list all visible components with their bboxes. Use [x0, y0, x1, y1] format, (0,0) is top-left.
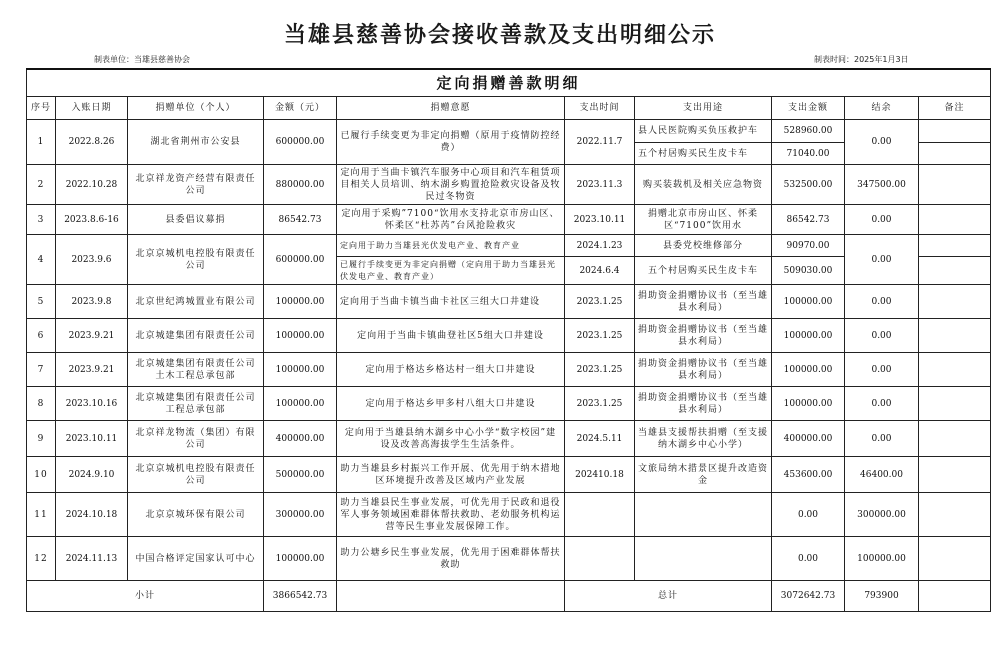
row-amount: 100000.00: [264, 537, 337, 581]
section-title: 定向捐赠善款明细: [27, 69, 991, 97]
row-date: 2022.8.26: [56, 120, 128, 165]
total-balance: 793900: [845, 581, 919, 612]
row-amount: 300000.00: [264, 493, 337, 537]
row-expense-purpose: [635, 493, 772, 537]
table-row: [27, 205, 991, 235]
row-date: 2024.10.18: [56, 493, 128, 537]
row-donor: 北京京城环保有限公司: [128, 493, 264, 537]
prepared-date: 制表时间：2025年1月3日: [814, 55, 909, 64]
table-row: [27, 319, 991, 353]
row-intent: 定向用于当曲卡镇曲登社区5组大口井建设: [337, 319, 565, 353]
row-note: [919, 143, 991, 165]
row-expense-purpose: 购买装载机及相关应急物资: [635, 165, 772, 205]
row-expense-time: 2023.10.11: [565, 205, 635, 235]
row-no: 10: [27, 457, 56, 493]
row-expense-amount: 90970.00: [772, 235, 845, 257]
row-date: 2023.10.11: [56, 421, 128, 457]
header-date: 入账日期: [56, 97, 128, 120]
table-row: [27, 353, 991, 387]
row-note: [919, 457, 991, 493]
row-balance: 0.00: [845, 285, 919, 319]
row-amount: 100000.00: [264, 285, 337, 319]
row-amount: 600000.00: [264, 235, 337, 285]
row-donor: 北京城建集团有限责任公司: [128, 319, 264, 353]
row-note: [919, 387, 991, 421]
table-row: [27, 120, 991, 143]
row-donor: 北京京城机电控股有限责任公司: [128, 457, 264, 493]
row-no: 9: [27, 421, 56, 457]
row-expense-amount: 400000.00: [772, 421, 845, 457]
row-donor: 湖北省荆州市公安县: [128, 120, 264, 165]
row-balance: 46400.00: [845, 457, 919, 493]
row-expense-purpose: 捐助资金捐赠协议书（至当雄县水利局）: [635, 387, 772, 421]
table-row: [27, 165, 991, 205]
row-note: [919, 257, 991, 285]
row-intent: 定向用于格达乡格达村一组大口井建设: [337, 353, 565, 387]
row-note: [919, 285, 991, 319]
row-amount: 100000.00: [264, 387, 337, 421]
row-expense-purpose: 县委党校维修部分: [635, 235, 772, 257]
row-amount: 600000.00: [264, 120, 337, 165]
row-date: 2023.8.6-16: [56, 205, 128, 235]
row-expense-purpose: 捐助资金捐赠协议书（至当雄县水利局）: [635, 285, 772, 319]
row-donor: 北京城建集团有限责任公司土木工程总承包部: [128, 353, 264, 387]
row-expense-time: 2023.1.25: [565, 285, 635, 319]
row-intent: 定向用于当曲卡镇汽车服务中心项目和汽车租赁项目相关人员培训、纳木湖乡购置抢险救灾设备及牧民过冬物资: [337, 165, 565, 205]
row-intent: 定向用于采购”7100“饮用水支持北京市房山区、怀柔区“杜苏芮”台风抢险救灾: [337, 205, 565, 235]
row-amount: 880000.00: [264, 165, 337, 205]
subtotal-amount: 3866542.73: [264, 581, 337, 612]
table-row: [27, 537, 991, 581]
table-row: [27, 493, 991, 537]
row-expense-time: 2023.1.25: [565, 353, 635, 387]
row-intent: 助力公塘乡民生事业发展，优先用于困难群体帮扶救助: [337, 537, 565, 581]
table-row: [27, 235, 991, 257]
table-row: [27, 457, 991, 493]
row-expense-time: 2023.1.25: [565, 387, 635, 421]
row-expense-amount: 71040.00: [772, 143, 845, 165]
row-no: 7: [27, 353, 56, 387]
row-balance: 0.00: [845, 353, 919, 387]
row-no: 1: [27, 120, 56, 165]
row-expense-purpose: 文旅局纳木措景区提升改造资金: [635, 457, 772, 493]
header-no: 序号: [27, 97, 56, 120]
row-donor: 北京祥龙资产经营有限责任公司: [128, 165, 264, 205]
row-date: 2023.10.16: [56, 387, 128, 421]
row-date: 2023.9.8: [56, 285, 128, 319]
header-expense-amount: 支出金额: [772, 97, 845, 120]
row-date: 2023.9.21: [56, 319, 128, 353]
row-expense-purpose: 五个村居购买民生皮卡车: [635, 143, 772, 165]
table-row: [27, 285, 991, 319]
header-donor: 捐赠单位（个人）: [128, 97, 264, 120]
total-note: [919, 581, 991, 612]
table-row: [27, 421, 991, 457]
row-note: [919, 493, 991, 537]
row-intent: 助力当雄县民生事业发展，可优先用于民政和退役军人事务领域困难群体帮扶救助、老幼服务机构运营等民生事业发展保障工作。: [337, 493, 565, 537]
document-title: 当雄县慈善协会接收善款及支出明细公示: [283, 23, 716, 48]
row-donor: 中国合格评定国家认可中心: [128, 537, 264, 581]
row-expense-amount: 509030.00: [772, 257, 845, 285]
row-expense-amount: 100000.00: [772, 319, 845, 353]
row-expense-amount: 0.00: [772, 493, 845, 537]
row-expense-amount: 0.00: [772, 537, 845, 581]
row-donor: 北京京城机电控股有限责任公司: [128, 235, 264, 285]
row-expense-time: 2023.1.25: [565, 319, 635, 353]
row-expense-time: 202410.18: [565, 457, 635, 493]
header-amount: 金额（元）: [264, 97, 337, 120]
table-row: [27, 387, 991, 421]
row-donor: 北京世纪鸿城置业有限公司: [128, 285, 264, 319]
row-amount: 100000.00: [264, 353, 337, 387]
row-note: [919, 205, 991, 235]
row-balance: 100000.00: [845, 537, 919, 581]
row-no: 11: [27, 493, 56, 537]
donation-table: [26, 68, 991, 612]
row-date: 2024.9.10: [56, 457, 128, 493]
row-expense-amount: 100000.00: [772, 387, 845, 421]
row-balance: 347500.00: [845, 165, 919, 205]
row-note: [919, 235, 991, 257]
row-intent: 已履行手续变更为非定向捐赠（定向用于助力当雄县光伏发电产业、教育产业）: [337, 257, 565, 285]
row-expense-amount: 528960.00: [772, 120, 845, 143]
row-intent: 已履行手续变更为非定向捐赠（原用于疫情防控经费）: [337, 120, 565, 165]
row-expense-time: [565, 493, 635, 537]
row-expense-amount: 100000.00: [772, 353, 845, 387]
header-row: [27, 97, 991, 120]
header-expense-time: 支出时间: [565, 97, 635, 120]
row-balance: 0.00: [845, 319, 919, 353]
row-note: [919, 319, 991, 353]
row-note: [919, 353, 991, 387]
row-intent: 定向用于当曲卡镇当曲卡社区三组大口井建设: [337, 285, 565, 319]
row-note: [919, 120, 991, 143]
row-no: 2: [27, 165, 56, 205]
row-expense-amount: 453600.00: [772, 457, 845, 493]
row-expense-purpose: 捐赠北京市房山区、怀柔区“7100”饮用水: [635, 205, 772, 235]
row-expense-amount: 86542.73: [772, 205, 845, 235]
row-date: 2023.9.6: [56, 235, 128, 285]
row-donor: 北京城建集团有限责任公司工程总承包部: [128, 387, 264, 421]
row-note: [919, 165, 991, 205]
row-expense-purpose: [635, 537, 772, 581]
row-expense-amount: 100000.00: [772, 285, 845, 319]
row-balance: 0.00: [845, 235, 919, 285]
row-no: 6: [27, 319, 56, 353]
row-expense-time: 2024.5.11: [565, 421, 635, 457]
total-expense: 3072642.73: [772, 581, 845, 612]
row-intent: 定向用于助力当雄县光伏发电产业、教育产业: [337, 235, 565, 257]
row-no: 4: [27, 235, 56, 285]
row-balance: 0.00: [845, 387, 919, 421]
row-note: [919, 537, 991, 581]
row-no: 8: [27, 387, 56, 421]
row-amount: 86542.73: [264, 205, 337, 235]
row-balance: 0.00: [845, 205, 919, 235]
row-donor: 北京祥龙物流（集团）有限公司: [128, 421, 264, 457]
row-date: 2022.10.28: [56, 165, 128, 205]
row-date: 2024.11.13: [56, 537, 128, 581]
row-amount: 400000.00: [264, 421, 337, 457]
row-balance: 300000.00: [845, 493, 919, 537]
row-balance: 0.00: [845, 120, 919, 165]
total-row: [27, 581, 991, 612]
row-amount: 500000.00: [264, 457, 337, 493]
header-balance: 结余: [845, 97, 919, 120]
row-date: 2023.9.21: [56, 353, 128, 387]
row-donor: 县委倡议募捐: [128, 205, 264, 235]
prepared-by: 制表单位：当雄县慈善协会: [94, 55, 190, 64]
row-expense-purpose: 捐助资金捐赠协议书（至当雄县水利局）: [635, 353, 772, 387]
row-expense-time: 2024.6.4: [565, 257, 635, 285]
row-expense-purpose: 捐助资金捐赠协议书（至当雄县水利局）: [635, 319, 772, 353]
row-amount: 100000.00: [264, 319, 337, 353]
row-note: [919, 421, 991, 457]
row-expense-purpose: 县人民医院购买负压救护车: [635, 120, 772, 143]
row-intent: 定向用于格达乡甲多村八组大口井建设: [337, 387, 565, 421]
row-expense-purpose: 当雄县支援帮扶捐赠（至支援纳木湖乡中心小学）: [635, 421, 772, 457]
row-expense-time: 2022.11.7: [565, 120, 635, 165]
row-expense-time: 2023.11.3: [565, 165, 635, 205]
row-expense-purpose: 五个村居购买民生皮卡车: [635, 257, 772, 285]
header-intent: 捐赠意愿: [337, 97, 565, 120]
row-expense-amount: 532500.00: [772, 165, 845, 205]
row-expense-time: [565, 537, 635, 581]
blank-cell: [337, 581, 565, 612]
row-no: 5: [27, 285, 56, 319]
total-label: 总计: [565, 581, 772, 612]
header-note: 备注: [919, 97, 991, 120]
row-no: 3: [27, 205, 56, 235]
header-expense-purpose: 支出用途: [635, 97, 772, 120]
row-intent: 定向用于当雄县纳木湖乡中心小学“数字校园”建设及改善高海拔学生生活条件。: [337, 421, 565, 457]
row-balance: 0.00: [845, 421, 919, 457]
subtotal-label: 小计: [27, 581, 264, 612]
row-no: 12: [27, 537, 56, 581]
row-intent: 助力当雄县乡村振兴工作开展、优先用于纳木措地区环境提升改善及区域内产业发展: [337, 457, 565, 493]
row-expense-time: 2024.1.23: [565, 235, 635, 257]
